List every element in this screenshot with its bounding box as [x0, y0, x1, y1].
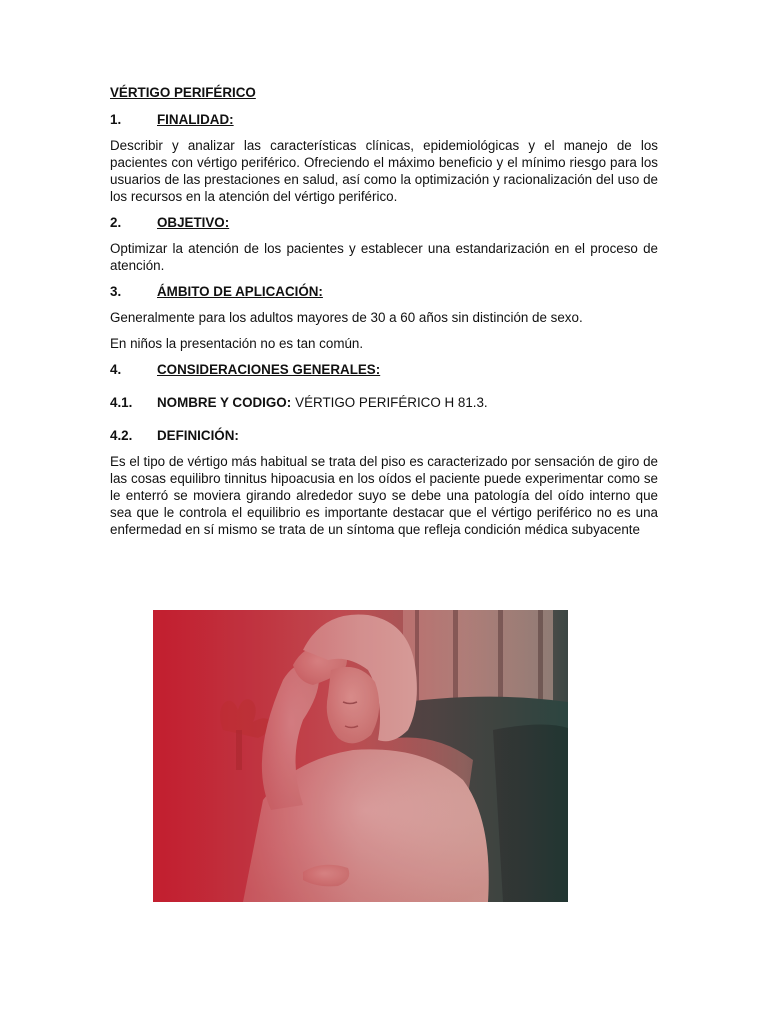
subsection-number: 4.2.	[110, 428, 133, 443]
definicion-paragraph: Es el tipo de vértigo más habitual se trata del piso es caracterizado por sensación de giro de las cosas equilibro tinnitus hipoacusia en los oídos el paciente puede experimentar como se le enterró se moviera girando alrededor suyo se debe una patología del oído interno que sea que le controla el equilibrio es importante destacar que el vértigo periférico no es una enfermedad en sí mismo se trata de un síntoma que refleja condición médica subyacente	[110, 454, 658, 537]
section-title: FINALIDAD:	[157, 112, 234, 127]
section-title: CONSIDERACIONES GENERALES:	[157, 362, 381, 377]
section-heading-objetivo	[110, 214, 658, 231]
subsection-heading-nombre	[110, 394, 658, 411]
section-heading-consideraciones	[110, 361, 658, 378]
ambito-paragraph-1: Generalmente para los adultos mayores de 30 a 60 años sin distinción de sexo.	[110, 310, 583, 325]
objetivo-paragraph: Optimizar la atención de los pacientes y establecer una estandarización en el proceso de atención.	[110, 241, 658, 273]
section-number: 3.	[110, 284, 122, 299]
section-heading-ambito	[110, 283, 658, 300]
finalidad-paragraph: Describir y analizar las características clínicas, epidemiológicas y el manejo de los pacientes con vértigo periférico. Ofreciendo el máximo beneficio y el mínimo riesgo para los usuarios de las prestaciones en salud, así como la optimización y racionalización del uso de los recursos en la atención del vértigo periférico.	[110, 138, 658, 204]
subsection-value: VÉRTIGO PERIFÉRICO H 81.3.	[295, 395, 488, 410]
subsection-title: NOMBRE Y CODIGO:	[157, 395, 292, 410]
document-title: VÉRTIGO PERIFÉRICO	[110, 85, 256, 100]
section-number: 2.	[110, 215, 122, 230]
section-heading-finalidad	[110, 111, 658, 128]
document-body	[110, 84, 658, 547]
section-title: OBJETIVO:	[157, 215, 230, 230]
section-number: 4.	[110, 362, 122, 377]
subsection-title: DEFINICIÓN:	[157, 428, 239, 443]
woman-holding-head-photo	[153, 610, 568, 902]
subsection-number: 4.1.	[110, 395, 133, 410]
section-number: 1.	[110, 112, 122, 127]
ambito-paragraph-2: En niños la presentación no es tan común.	[110, 336, 364, 351]
photo-illustration	[153, 610, 568, 902]
section-title: ÁMBITO DE APLICACIÓN:	[157, 284, 323, 299]
subsection-heading-definicion	[110, 427, 658, 444]
